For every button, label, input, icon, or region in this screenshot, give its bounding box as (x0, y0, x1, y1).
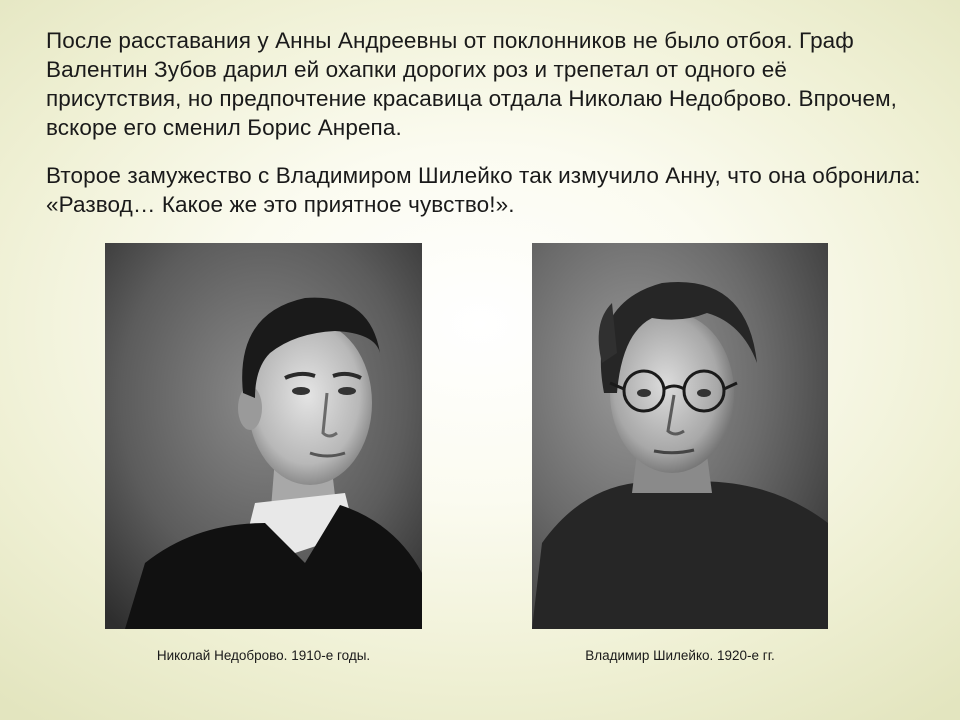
paragraph-1: После расставания у Анны Андреевны от поклонников не было отбоя. Граф Валентин Зубов дарил ей охапки дорогих роз и трепетал от одного её присутствия, но предпочтение красавица отдала Николаю Недоброво. Впрочем, вскоре его сменил Борис Анрепа. (46, 28, 898, 140)
portrait-shileyko (532, 243, 828, 629)
portrait-nedobrovo (105, 243, 422, 629)
slide-text (46, 26, 926, 238)
portrait-photo-icon (105, 243, 422, 629)
portrait-photo-with-glasses-icon (532, 243, 828, 629)
caption-nedobrovo: Николай Недоброво. 1910-е годы. (156, 648, 371, 663)
paragraph-2: Второе замужество с Владимиром Шилейко так измучило Анну, что она обронила: «Развод… Какое же это приятное чувство!». (46, 163, 921, 217)
caption-shileyko: Владимир Шилейко. 1920-е гг. (585, 648, 775, 663)
